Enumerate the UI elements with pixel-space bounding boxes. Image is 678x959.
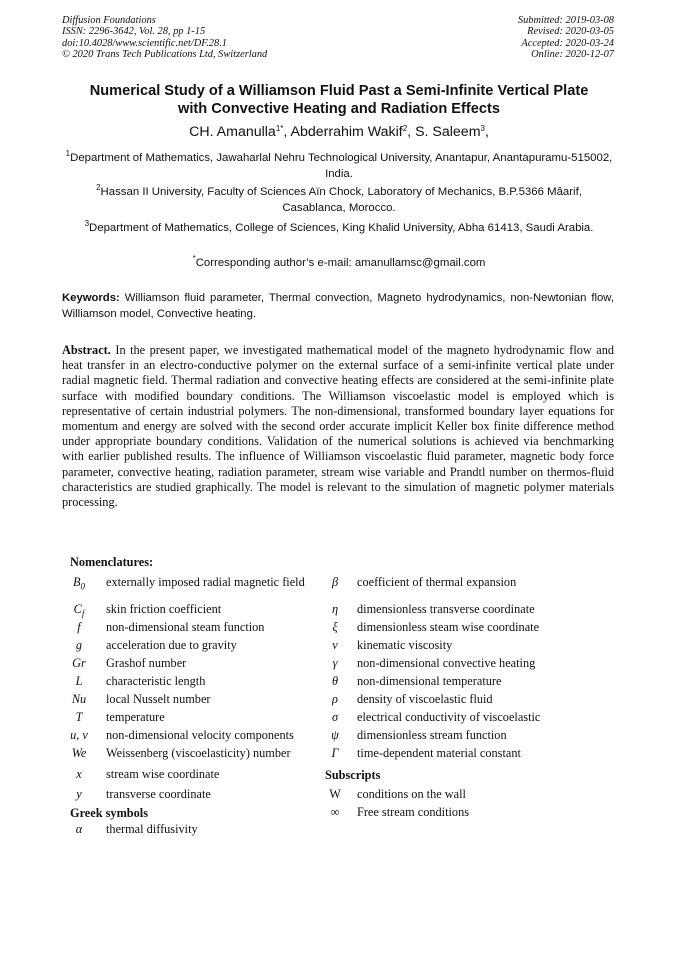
definition: non-dimensional steam function [106,620,265,634]
symbol: f [77,620,81,634]
definition: Weissenberg (viscoelasticity) number [106,746,291,760]
nomenclature-title: Nomenclatures: [70,555,154,569]
journal-name: Diffusion Foundations [62,15,156,26]
author-name: Abderrahim Wakif [290,124,403,140]
definition: coefficient of thermal expansion [357,575,517,589]
author-affil-mark: 3 [480,124,485,133]
abstract [62,343,614,510]
symbol: g [75,638,83,652]
symbol: θ [331,674,339,688]
definition: stream wise coordinate [106,767,220,781]
author-name: CH. Amanulla [189,124,276,140]
definition: transverse coordinate [106,787,211,801]
keywords-label: Keywords: [62,292,120,304]
greek-symbols-title: Greek symbols [70,806,148,820]
symbol: β [331,575,339,589]
abstract-label: Abstract. [62,343,111,357]
definition: Free stream conditions [357,805,470,819]
keywords [62,291,614,322]
definition: electrical conductivity of viscoelastic [357,710,541,724]
title-line-1: Numerical Study of a Williamson Fluid Past a Semi-Infinite Vertical Plate [89,83,589,99]
symbol: $C_f$ [73,602,85,619]
definition: non-dimensional velocity components [106,728,294,742]
definition: density of viscoelastic fluid [357,692,493,706]
corresponding-author: *Corresponding author’s e-mail: amanullamsc@gmail.com [192,254,486,269]
symbol: α [75,822,83,836]
symbol: L [75,674,83,688]
date-submitted: Submitted: 2019-03-08 [517,15,614,26]
subscripts-title: Subscripts [325,768,381,782]
date-revised: Revised: 2020-03-05 [527,26,614,38]
affiliation-2: $^2$Hassan II University, Faculty of Sciences Aïn Chock, Laboratory of Mechanics, B.P.5366 Mâarif, Casablanca, Morocco. [96,183,582,214]
definition: time-dependent material constant [357,746,521,760]
definition: kinematic viscosity [357,638,453,652]
definition: dimensionless steam wise coordinate [357,620,540,634]
definition: dimensionless stream function [357,728,507,742]
symbol: $B_0$ [72,575,85,592]
symbol: Nu [71,692,87,706]
author-affil-mark: 2 [402,124,408,133]
symbol: Gr [72,656,86,670]
dates-header [518,15,614,61]
journal-header [62,15,267,61]
symbol: y [76,787,82,801]
symbol: η [331,602,339,616]
symbol: x [76,767,82,781]
symbol: u, v [70,728,88,742]
symbol: We [71,746,87,760]
definition: conditions on the wall [357,787,466,801]
paper-title [50,82,628,118]
date-online: Online: 2020-12-07 [531,49,614,61]
date-accepted: Accepted: 2020-03-24 [521,37,614,49]
symbol: ρ [332,692,338,706]
definition: acceleration due to gravity [106,638,237,652]
symbol: γ [332,656,338,670]
symbol: ψ [331,728,339,742]
author-name: S. Saleem [415,124,481,140]
journal-issn: ISSN: 2296-3642, Vol. 28, pp 1-15 [62,26,206,38]
symbol: σ [331,710,339,724]
journal-doi: doi:10.4028/www.scientific.net/DF.28.1 [62,37,227,49]
definition: thermal diffusivity [106,822,198,836]
symbol: ξ [332,620,338,634]
definition: non-dimensional convective heating [357,656,536,670]
symbol: ∞ [330,805,340,819]
symbol: W [329,787,341,801]
definition: Grashof number [106,656,187,670]
symbol: ν [332,638,338,652]
symbol: Γ [331,746,339,760]
affiliation-1: $^1$Department of Mathematics, Jawaharlal Nehru Technological University, Anantapur, Anantapuramu-515002, India. [65,149,613,180]
definition: dimensionless transverse coordinate [357,602,535,616]
definition: temperature [106,710,165,724]
journal-copyright: © 2020 Trans Tech Publications Ltd, Switzerland [62,49,268,61]
definition: non-dimensional temperature [357,674,502,688]
title-line-2: with Convective Heating and Radiation Effects [178,101,500,117]
author-list: CH. Amanulla$^{1*}$, Abderrahim Wakif$^2$, S. Saleem$^3$, [189,124,489,140]
definition: characteristic length [106,674,206,688]
definition: externally imposed radial magnetic field [106,575,305,589]
symbol: T [75,710,83,724]
keywords-text: Williamson fluid parameter, Thermal convection, Magneto hydrodynamics, non-Newtonian flow, Williamson model, Convective heating. [62,292,614,320]
definition: skin friction coefficient [106,602,222,616]
abstract-text: In the present paper, we investigated mathematical model of the magneto hydrodynamic flow and heat transfer in an electro-conductive polymer on the external surface of a semi-infinite vertical plate under radial magnetic field. Thermal radiation and convective heating effects are considered at the semi-infinite plate surface with modified boundary conditions. The Williamson viscoelastic model is employed which is representative of certain industrial polymers. The non-dimensional, transformed boundary layer equations for momentum and energy are solved with the second order accurate implicit Keller box finite difference method under appropriate boundary conditions. Validation of the numerical solutions is achieved via benchmarking with earlier published results. The influence of Williamson viscoelastic fluid parameter, magnetic body force parameter, convective heating, radiation parameter, stream wise variable and Prandtl number on thermos-fluid characteristics are studied graphically. The model is relevant to the simulation of magnetic polymer materials processing. [62,343,615,510]
definition: local Nusselt number [106,692,211,706]
author-affil-mark: 1* [275,124,284,133]
affiliation-3: $^3$Department of Mathematics, College of Sciences, King Khalid University, Abha 61413, Saudi Arabia. [84,219,594,234]
